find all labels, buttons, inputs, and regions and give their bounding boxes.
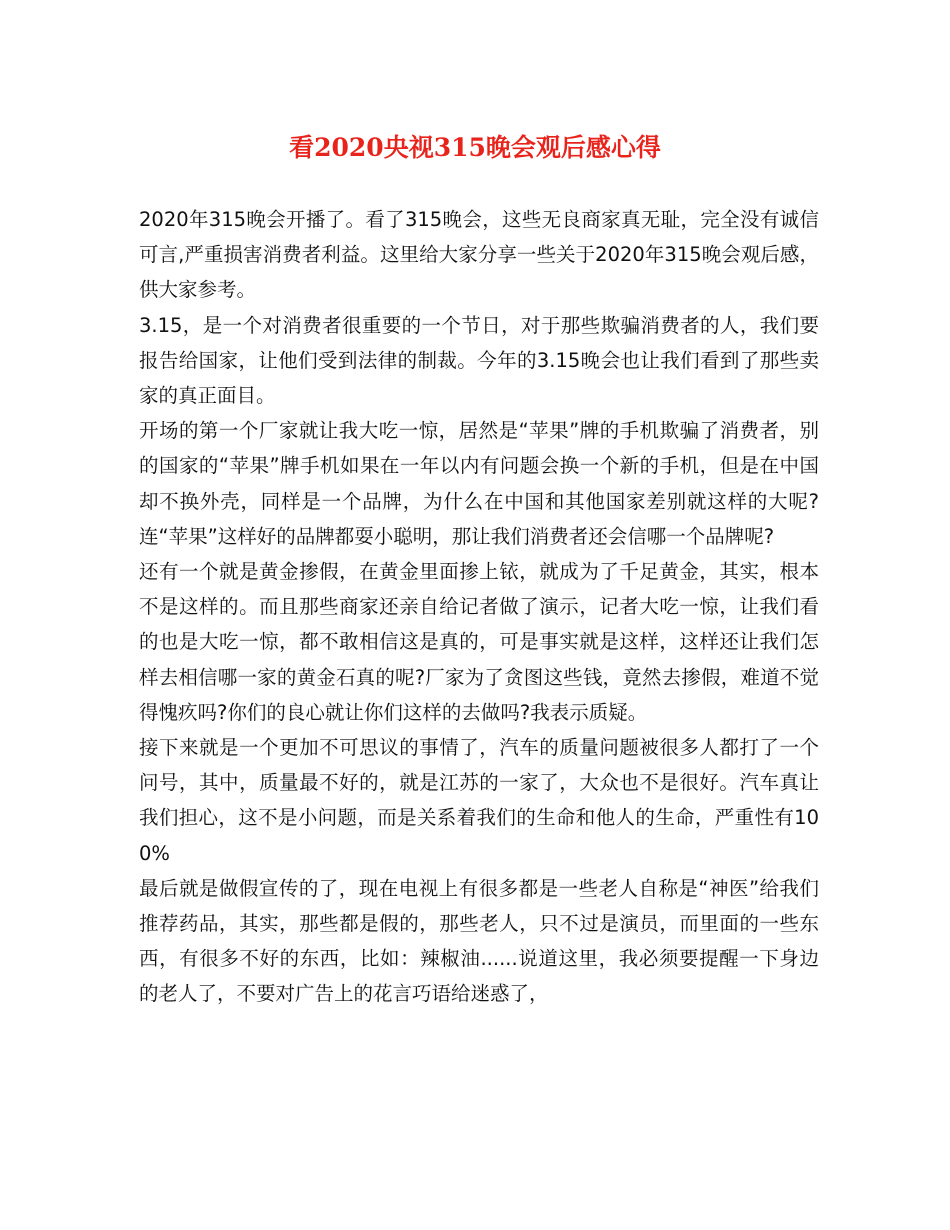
paragraph-gold: 还有一个就是黄金掺假，在黄金里面掺上铱，就成为了千足黄金，其实，根本不是这样的。而且那些商家还亲自给记者做了演示，记者大吃一惊，让我们看的也是大吃一惊，都不敢相信这是真的，可是事实就是这样，这样还让我们怎样去相信哪一家的黄金石真的呢?厂家为了贪图这些钱，竟然去掺假，难道不觉得愧疚吗?你们的良心就让你们这样的去做吗?我表示质疑。 [139,560,819,724]
document-body [139,202,819,1012]
paragraph-intro: 2020年315晚会开播了。看了315晚会，这些无良商家真无耻，完全没有诚信可言,严重损害消费者利益。这里给大家分享一些关于2020年315晚会观后感，供大家参考。 [139,208,819,302]
document-title: 看2020央视315晚会观后感心得 [289,133,661,162]
paragraph-apple: 开场的第一个厂家就让我大吃一惊，居然是“苹果”牌的手机欺骗了消费者，别的国家的“苹果”牌手机如果在一年以内有问题会换一个新的手机，但是在中国却不换外壳，同样是一个品牌，为什么在中国和其他国家差别就这样的大呢?连“苹果”这样好的品牌都耍小聪明，那让我们消费者还会信哪一个品牌呢? [139,419,819,548]
paragraph-315-meaning: 3.15，是一个对消费者很重要的一个节日，对于那些欺骗消费者的人，我们要报告给国家，让他们受到法律的制裁。今年的3.15晚会也让我们看到了那些卖家的真正面目。 [139,313,819,408]
paragraph-false-ads: 最后就是做假宣传的了，现在电视上有很多都是一些老人自称是“神医”给我们推荐药品，其实，那些都是假的，那些老人，只不过是演员，而里面的一些东西，有很多不好的东西，比如：辣椒油......说道这里，我必须要提醒一下身边的老人了，不要对广告上的花言巧语给迷惑了， [139,876,819,1006]
paragraph-cars: 接下来就是一个更加不可思议的事情了，汽车的质量问题被很多人都打了一个问号，其中，质量最不好的，就是江苏的一家了，大众也不是很好。汽车真让我们担心，这不是小问题，而是关系着我们的生命和他人的生命，严重性有100% [139,736,819,865]
